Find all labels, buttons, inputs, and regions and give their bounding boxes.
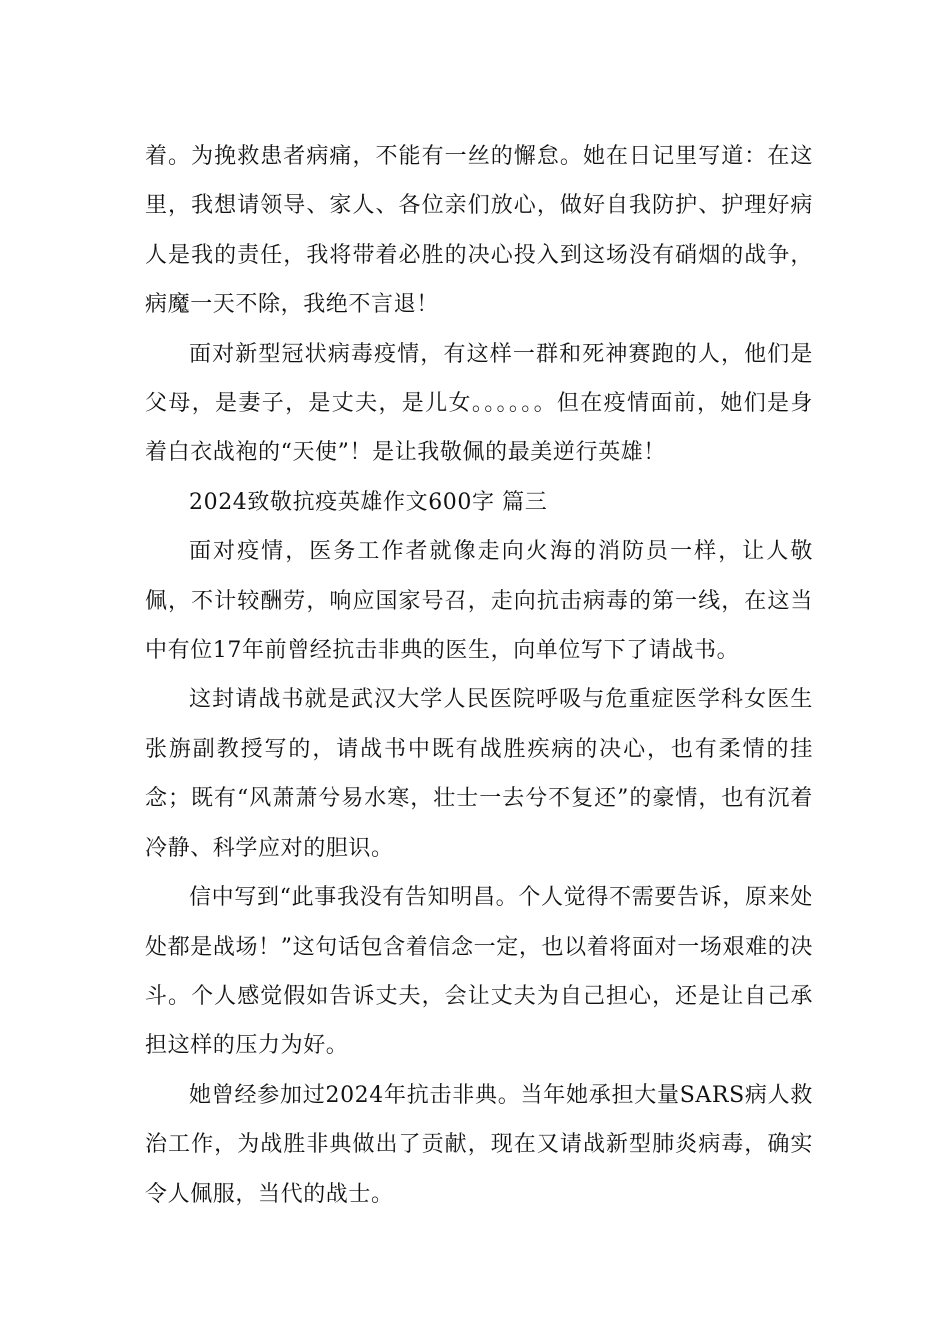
paragraph-5: 信中写到“此事我没有告知明昌。个人觉得不需要告诉，原来处处都是战场！”这句话包含着信念一定，也以着将面对一场艰难的决斗。个人感觉假如告诉丈夫，会让丈夫为自己担心，还是让自己承担这样的压力为好。 bbox=[145, 885, 813, 1059]
paragraph-3: 面对疫情，医务工作者就像走向火海的消防员一样，让人敬佩，不计较酬劳，响应国家号召，走向抗击病毒的第一线，在这当中有位17年前曾经抗击非典的医生，向单位写下了请战书。 bbox=[145, 539, 813, 664]
paragraph-6: 她曾经参加过2024年抗击非典。当年她承担大量SARS病人救治工作，为战胜非典做出了贡献，现在又请战新型肺炎病毒，确实令人佩服，当代的战士。 bbox=[145, 1082, 813, 1207]
section-heading: 2024致敬抗疫英雄作文600字 篇三 bbox=[189, 489, 548, 515]
paragraph-2: 面对新型冠状病毒疫情，有这样一群和死神赛跑的人，他们是父母，是妻子，是丈夫，是儿女。。。。。。但在疫情面前，她们是身着白衣战袍的“天使”！是让我敬佩的最美逆行英雄！ bbox=[145, 341, 813, 466]
document-body bbox=[145, 132, 813, 1219]
paragraph-1: 着。为挽救患者病痛，不能有一丝的懈怠。她在日记里写道：在这里，我想请领导、家人、各位亲们放心，做好自我防护、护理好病人是我的责任，我将带着必胜的决心投入到这场没有硝烟的战争，病魔一天不除，我绝不言退！ bbox=[145, 144, 813, 318]
paragraph-4: 这封请战书就是武汉大学人民医院呼吸与危重症医学科女医生张旃副教授写的，请战书中既有战胜疾病的决心，也有柔情的挂念；既有“风萧萧兮易水寒，壮士一去兮不复还”的豪情，也有沉着冷静、科学应对的胆识。 bbox=[145, 687, 813, 861]
